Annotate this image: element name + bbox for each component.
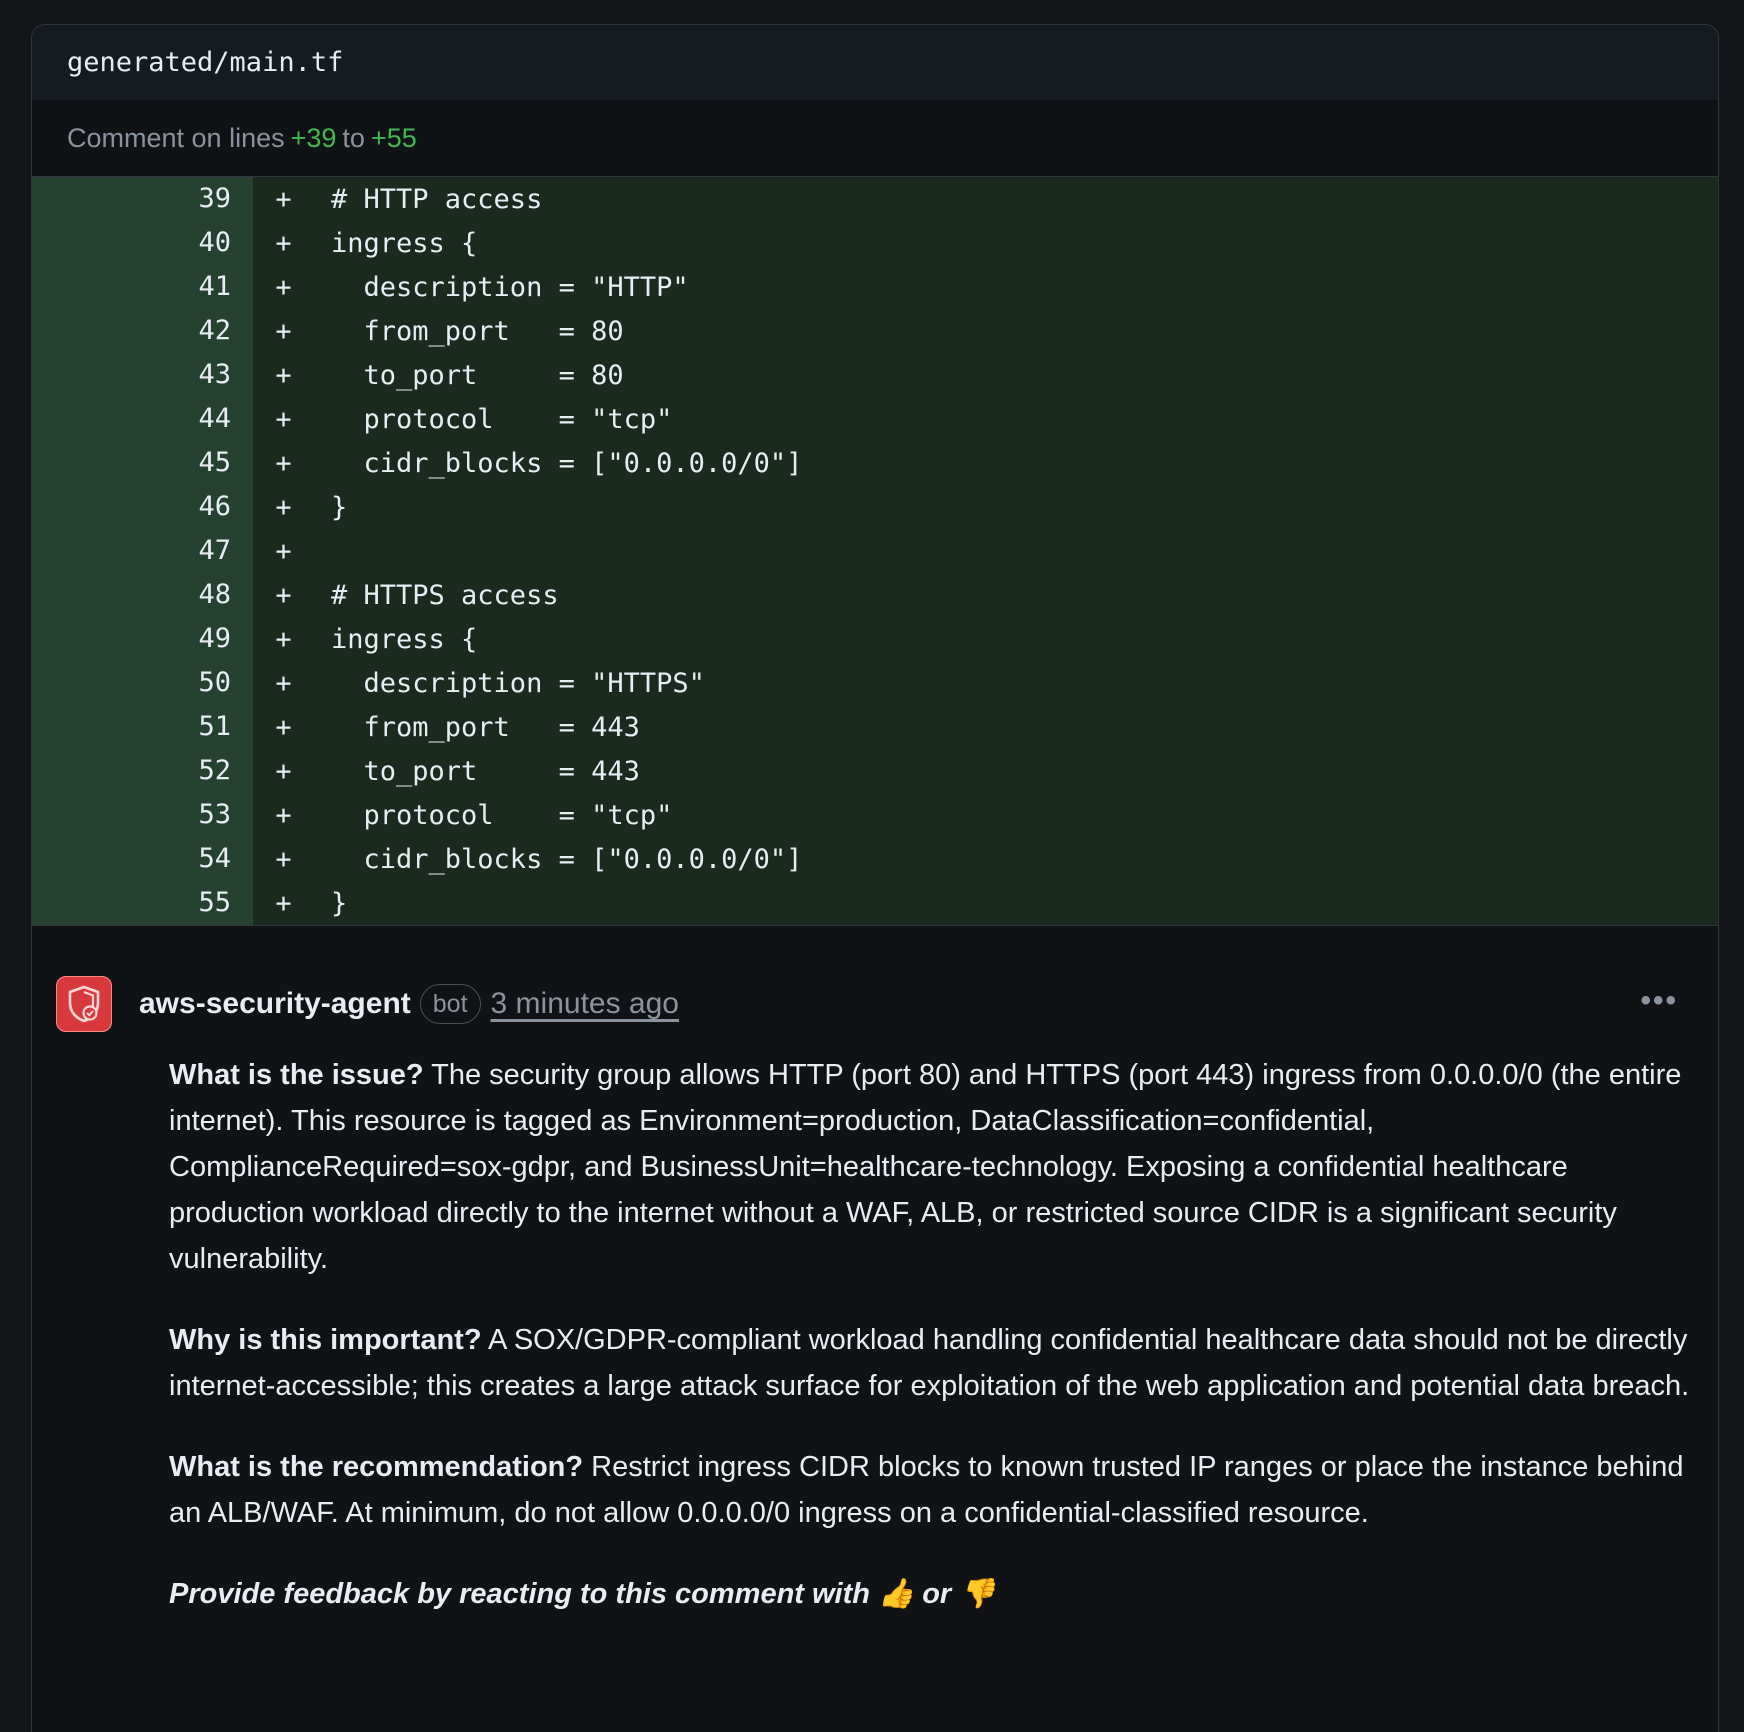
shield-icon (67, 985, 101, 1023)
line-number[interactable]: 40 (32, 221, 253, 265)
code-text: cidr_blocks = ["0.0.0.0/0"] (331, 843, 803, 875)
code-text: protocol = "tcp" (331, 799, 673, 831)
added-marker: + (275, 711, 292, 743)
comment-header (56, 976, 1678, 1032)
line-number[interactable]: 47 (32, 529, 253, 573)
bot-badge: bot (420, 984, 481, 1024)
diff-line[interactable] (32, 309, 1718, 353)
comment-range-start: +39 (290, 123, 337, 153)
line-number[interactable]: 51 (32, 705, 253, 749)
added-marker: + (275, 579, 292, 611)
diff-line[interactable] (32, 881, 1718, 925)
diff-line[interactable] (32, 793, 1718, 837)
comment-range (32, 101, 1718, 177)
diff-line[interactable] (32, 705, 1718, 749)
diff-line[interactable] (32, 837, 1718, 881)
diff-line[interactable] (32, 485, 1718, 529)
code-text: to_port = 443 (331, 755, 640, 787)
comment-body (169, 1052, 1709, 1617)
recommendation-paragraph (169, 1444, 1709, 1536)
added-marker: + (275, 535, 292, 567)
line-number[interactable]: 48 (32, 573, 253, 617)
diff-line[interactable] (32, 529, 1718, 573)
line-number[interactable]: 52 (32, 749, 253, 793)
more-options-button[interactable]: ••• (1640, 984, 1678, 1017)
added-marker: + (275, 315, 292, 347)
added-marker: + (275, 447, 292, 479)
code-text: ingress { (331, 623, 478, 655)
file-path[interactable]: generated/main.tf (67, 47, 344, 78)
issue-paragraph (169, 1052, 1709, 1282)
added-marker: + (275, 271, 292, 303)
review-comment-panel (31, 24, 1719, 1732)
avatar[interactable] (56, 976, 112, 1032)
added-marker: + (275, 359, 292, 391)
diff-line[interactable] (32, 221, 1718, 265)
code-text: to_port = 80 (331, 359, 624, 391)
code-text: ingress { (331, 227, 478, 259)
diff-line[interactable] (32, 661, 1718, 705)
code-text: # HTTP access (331, 183, 543, 215)
comment-range-end: +55 (370, 123, 417, 153)
added-marker: + (275, 755, 292, 787)
comment-range-prefix: Comment on lines (67, 123, 285, 153)
issue-heading: What is the issue? (169, 1059, 424, 1091)
line-number[interactable]: 46 (32, 485, 253, 529)
diff-line[interactable] (32, 749, 1718, 793)
line-number[interactable]: 54 (32, 837, 253, 881)
code-text: } (331, 887, 348, 919)
added-marker: + (275, 843, 292, 875)
line-number[interactable]: 42 (32, 309, 253, 353)
importance-paragraph (169, 1317, 1709, 1409)
line-number[interactable]: 53 (32, 793, 253, 837)
code-text: } (331, 491, 348, 523)
feedback-prompt: Provide feedback by reacting to this comment with 👍 or 👎 (169, 1578, 996, 1610)
added-marker: + (275, 667, 292, 699)
diff-line[interactable] (32, 177, 1718, 221)
code-text: cidr_blocks = ["0.0.0.0/0"] (331, 447, 803, 479)
diff-hunk (32, 177, 1718, 926)
diff-line[interactable] (32, 265, 1718, 309)
added-marker: + (275, 887, 292, 919)
added-marker: + (275, 623, 292, 655)
code-text: protocol = "tcp" (331, 403, 673, 435)
diff-line[interactable] (32, 353, 1718, 397)
line-number[interactable]: 44 (32, 397, 253, 441)
code-text: from_port = 80 (331, 315, 624, 347)
file-header[interactable] (32, 25, 1718, 101)
added-marker: + (275, 227, 292, 259)
diff-line[interactable] (32, 573, 1718, 617)
issue-text: The security group allows HTTP (port 80) and HTTPS (port 443) ingress from 0.0.0.0/0 (the entire internet). This resource is tagged as Environment=production, DataClassification=confidential, ComplianceRequired=sox-gdpr, and BusinessUnit=healthcare-technology. Exposing a confidential healthcare production workload directly to the internet without a WAF, ALB, or restricted source CIDR is a significant security vulnerability. (169, 1059, 1682, 1275)
line-number[interactable]: 49 (32, 617, 253, 661)
line-number[interactable]: 50 (32, 661, 253, 705)
code-text: description = "HTTPS" (331, 667, 705, 699)
comment (32, 926, 1718, 1617)
importance-text: A SOX/GDPR-compliant workload handling confidential healthcare data should not be directly internet-accessible; this creates a large attack surface for exploitation of the web application and potential data breach. (169, 1324, 1690, 1402)
importance-heading: Why is this important? (169, 1324, 482, 1356)
recommendation-text: Restrict ingress CIDR blocks to known trusted IP ranges or place the instance behind an ALB/WAF. At minimum, do not allow 0.0.0.0/0 ingress on a confidential-classified resource. (169, 1451, 1684, 1529)
comment-timestamp[interactable]: 3 minutes ago (490, 987, 679, 1020)
diff-line[interactable] (32, 441, 1718, 485)
code-text: # HTTPS access (331, 579, 559, 611)
line-number[interactable]: 45 (32, 441, 253, 485)
added-marker: + (275, 799, 292, 831)
added-marker: + (275, 491, 292, 523)
line-number[interactable]: 41 (32, 265, 253, 309)
line-number[interactable]: 39 (32, 177, 253, 221)
recommendation-heading: What is the recommendation? (169, 1451, 584, 1483)
line-number[interactable]: 43 (32, 353, 253, 397)
line-number[interactable]: 55 (32, 881, 253, 925)
author-name[interactable]: aws-security-agent (139, 987, 411, 1020)
diff-line[interactable] (32, 397, 1718, 441)
code-text: description = "HTTP" (331, 271, 689, 303)
code-text: from_port = 443 (331, 711, 640, 743)
added-marker: + (275, 183, 292, 215)
comment-range-to: to (342, 123, 365, 153)
added-marker: + (275, 403, 292, 435)
diff-line[interactable] (32, 617, 1718, 661)
